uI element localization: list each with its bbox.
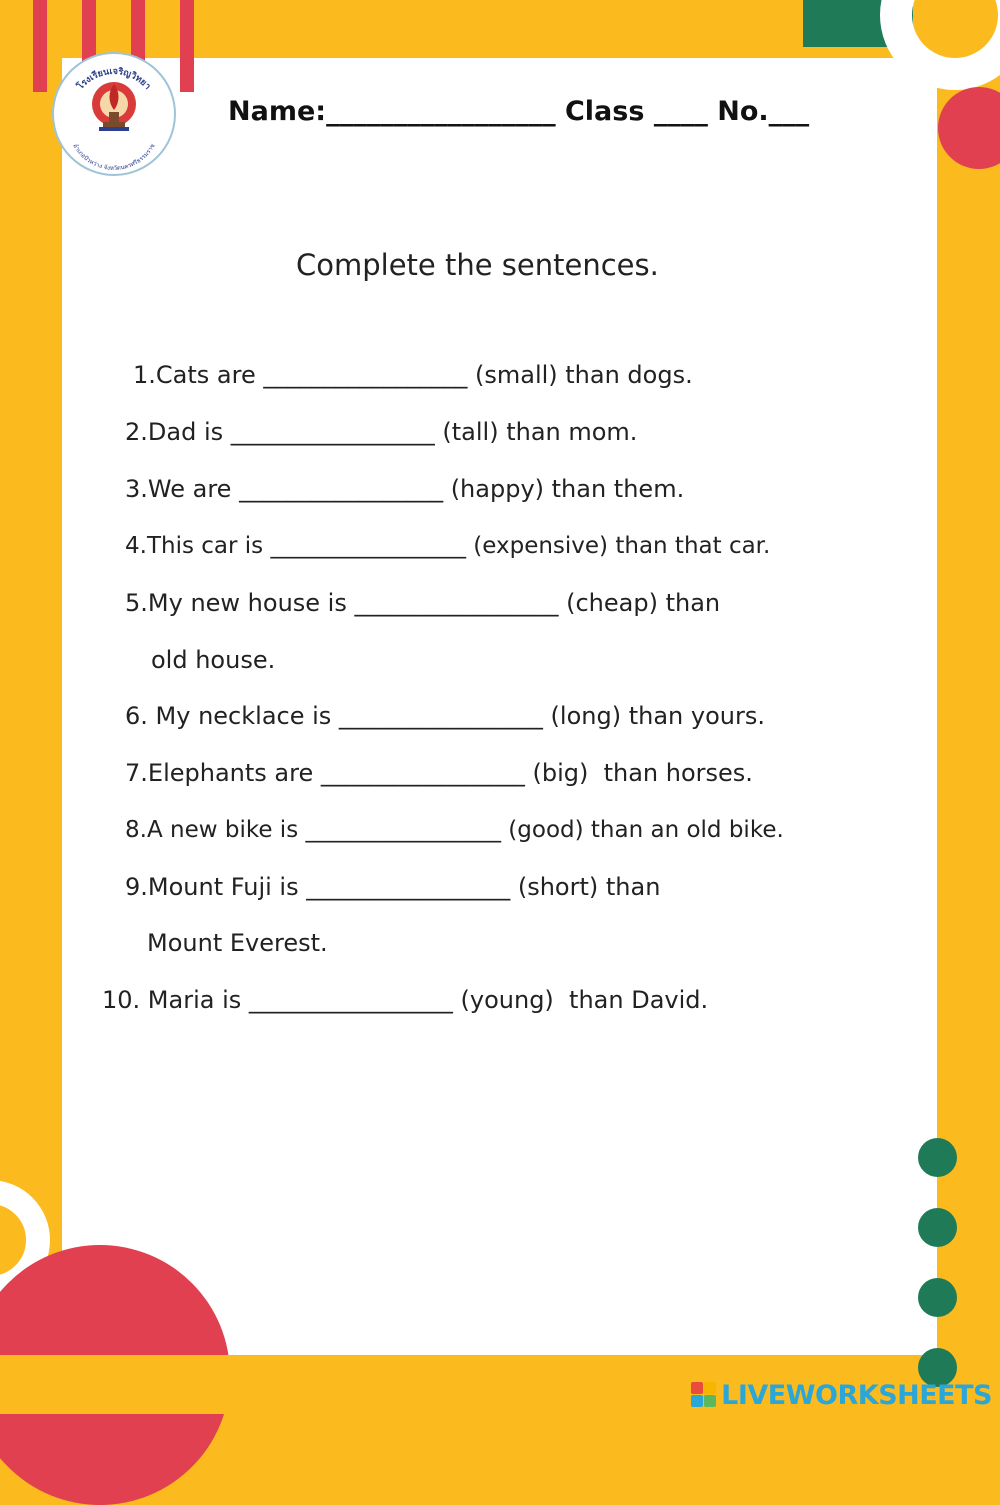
class-field[interactable]: ____: [653, 96, 708, 127]
item-text[interactable]: Mount Fuji is _________________ (short) than: [147, 873, 661, 901]
item-number: 5.: [125, 589, 148, 617]
item-text[interactable]: Dad is _________________ (tall) than mom.: [147, 418, 638, 446]
item-text[interactable]: This car is _________________ (expensive) than that car.: [146, 533, 771, 559]
exercise-item: [125, 417, 637, 447]
green-dot: [918, 1278, 957, 1317]
bottom-left-yellow-mask: [0, 1355, 420, 1414]
green-dot: [918, 1138, 957, 1177]
seal-bottom-text: อำเภอปัวหว่าง จังหวัดนครศรีธรรมราช: [71, 142, 157, 173]
liveworksheets-brand[interactable]: [691, 1380, 992, 1410]
red-stripe: [33, 0, 47, 92]
exercise-item: [102, 985, 708, 1015]
item-number: 1.: [133, 361, 156, 389]
item-text[interactable]: A new bike is _________________ (good) than an old bike.: [146, 817, 784, 843]
school-seal-icon: [54, 54, 174, 174]
item-number: 8.: [125, 817, 147, 843]
item-text[interactable]: We are _________________ (happy) than them.: [147, 475, 685, 503]
class-label: Class: [564, 96, 645, 127]
item-text[interactable]: My necklace is _________________ (long) than yours.: [147, 702, 765, 730]
name-field[interactable]: _________________: [326, 96, 556, 127]
instruction-heading: Complete the sentences.: [296, 248, 659, 282]
exercise-item: [125, 758, 753, 788]
item-number: 3.: [125, 475, 148, 503]
exercise-item-continuation: Mount Everest.: [147, 929, 328, 957]
exercise-item: [125, 815, 784, 845]
brand-name: LIVEWORKSHEETS: [721, 1379, 992, 1411]
exercise-item: [125, 872, 660, 902]
green-dot: [918, 1208, 957, 1247]
seal-top-text: โรงเรียนเจริญวิทยา: [75, 66, 153, 92]
liveworksheets-logo-icon: [691, 1382, 717, 1408]
school-seal: [52, 52, 176, 176]
item-number: 7.: [125, 759, 148, 787]
exercise-item: [125, 531, 770, 561]
item-text[interactable]: My new house is _________________ (cheap) than: [147, 589, 721, 617]
red-stripe: [180, 0, 194, 92]
item-text[interactable]: Cats are _________________ (small) than dogs.: [155, 361, 693, 389]
item-number: 4.: [125, 533, 147, 559]
svg-text:อำเภอปัวหว่าง จังหวัดนครศรีธรร: [71, 143, 156, 172]
exercise-item: [125, 588, 720, 618]
item-text[interactable]: Maria is _________________ (young) than David.: [140, 986, 709, 1014]
item-number: 2.: [125, 418, 148, 446]
exercise-item: [125, 701, 765, 731]
item-number: 10.: [102, 986, 141, 1014]
item-number: 6.: [125, 702, 148, 730]
exercise-item: [133, 360, 693, 390]
name-label: Name:: [228, 96, 327, 127]
item-text[interactable]: Elephants are _________________ (big) than horses.: [147, 759, 753, 787]
number-field[interactable]: No.___: [717, 96, 810, 127]
top-right-red-circle: [938, 87, 1000, 169]
exercise-item: [125, 474, 684, 504]
exercise-item-continuation: old house.: [151, 646, 276, 674]
item-number: 9.: [125, 873, 148, 901]
student-info-line: [228, 96, 928, 127]
